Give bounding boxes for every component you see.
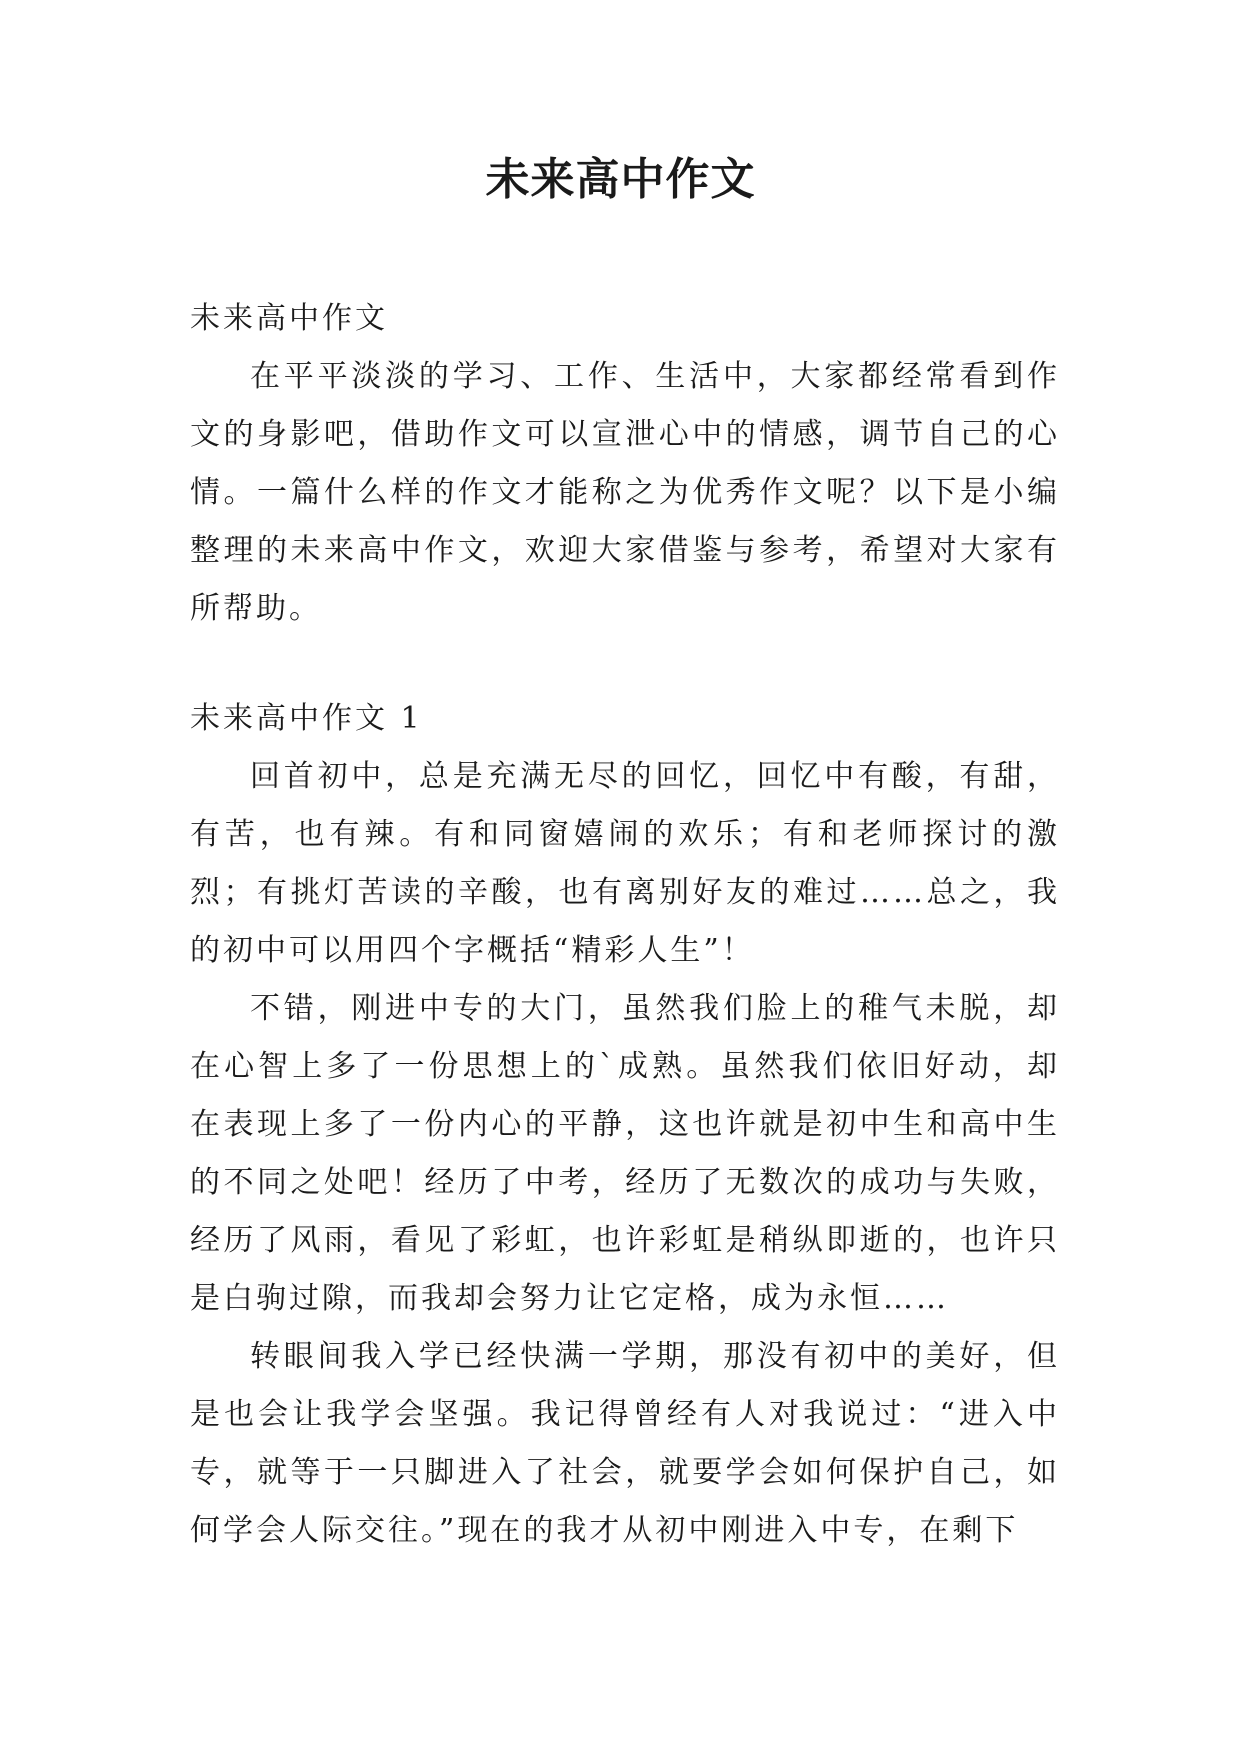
- document-title: 未来高中作文: [485, 154, 756, 205]
- document-body: [190, 290, 1060, 1560]
- body-paragraph-3: 转眼间我入学已经快满一学期，那没有初中的美好，但是也会让我学会坚强。我记得曾经有人对我说过：“进入中专，就等于一只脚进入了社会，就要学会如何保护自己，如何学会人际交往。”现在的我才从初中刚进入中专，在剩下: [190, 1339, 1060, 1548]
- intro-paragraph: 在平平淡淡的学习、工作、生活中，大家都经常看到作文的身影吧，借助作文可以宣泄心中的情感，调节自己的心情。一篇什么样的作文才能称之为优秀作文呢？以下是小编整理的未来高中作文，欢迎大家借鉴与参考，希望对大家有所帮助。: [190, 359, 1060, 626]
- body-paragraph-2: 不错，刚进中专的大门，虽然我们脸上的稚气未脱，却在心智上多了一份思想上的`成熟。虽然我们依旧好动，却在表现上多了一份内心的平静，这也许就是初中生和高中生的不同之处吧！经历了中考，经历了无数次的成功与失败，经历了风雨，看见了彩虹，也许彩虹是稍纵即逝的，也许只是白驹过隙，而我却会努力让它定格，成为永恒……: [190, 991, 1060, 1316]
- subtitle: 未来高中作文: [190, 301, 388, 336]
- section-heading: 未来高中作文 1: [190, 701, 423, 736]
- body-paragraph-1: 回首初中，总是充满无尽的回忆，回忆中有酸，有甜，有苦，也有辣。有和同窗嬉闹的欢乐；有和老师探讨的激烈；有挑灯苦读的辛酸，也有离别好友的难过……总之，我的初中可以用四个字概括“精彩人生”！: [190, 759, 1060, 968]
